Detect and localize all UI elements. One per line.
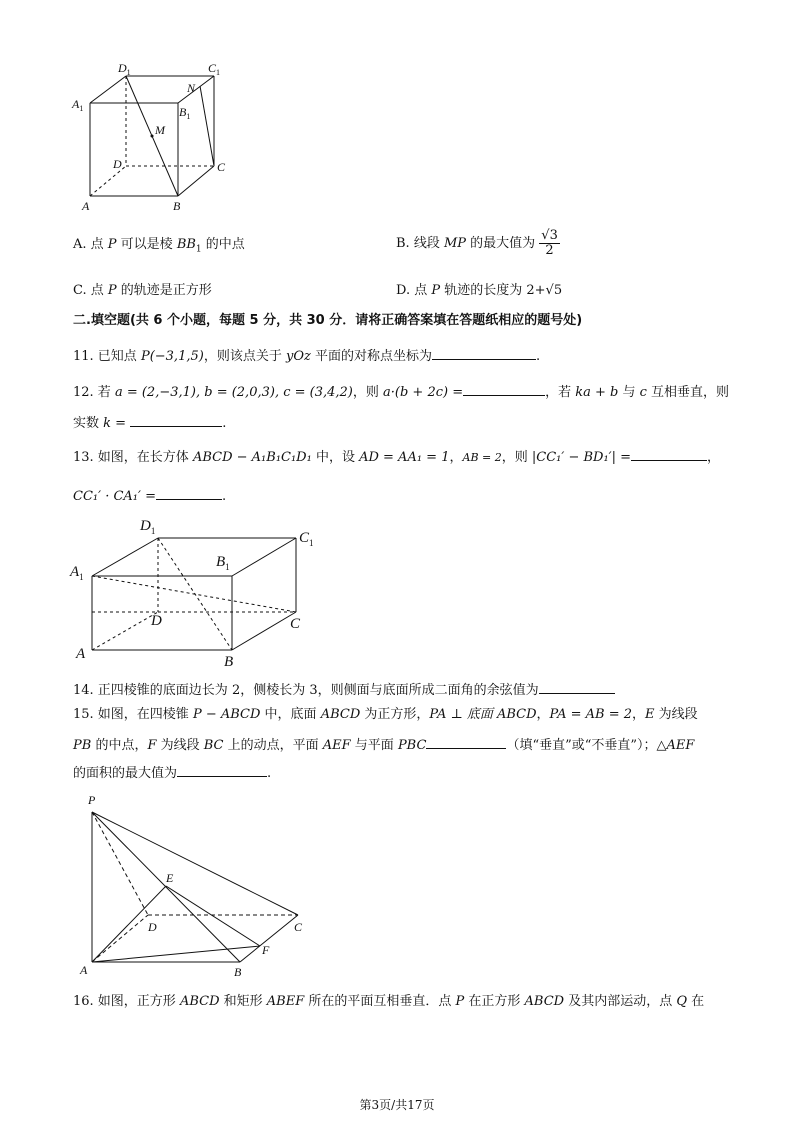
fig1-label-c: C: [217, 160, 226, 174]
pyramid-solid-edges: [92, 812, 298, 962]
question-16: 16. 如图，正方形 ABCD 和矩形 ABEF 所在的平面互相垂直．点 P 在正方形 ABCD 及其内部运动，点 Q 在: [73, 994, 705, 1009]
question-13-line2: CC₁′ · CA₁′ = .: [73, 485, 226, 506]
question-15-line3: 的面积的最大值为 .: [73, 762, 271, 783]
fig1-label-m: M: [155, 123, 165, 137]
fig1-label-d1: $D_1$: [118, 61, 131, 77]
cuboid-hidden-edges: [92, 538, 296, 650]
fig3-label-d: D: [148, 920, 157, 934]
question-15-line2: PB 的中点，F 为线段 BC 上的动点，平面 AEF 与平面 PBC （填“垂直”或“不垂直”）；△AEF: [73, 734, 694, 755]
page-number: 第3页/共17页: [359, 1098, 435, 1112]
fig2-label-d1: $D_1$: [140, 518, 156, 536]
option-c: C. 点 P 的轨迹是正方形: [73, 283, 212, 298]
question-15-line1: 15. 如图，在四棱锥 P − ABCD 中，底面 ABCD 为正方形，PA ⊥ 底面 ABCD，PA = AB = 2，E 为线段: [73, 707, 698, 722]
fig3-label-f: F: [262, 943, 270, 957]
figure-cube: [60, 58, 240, 218]
fig1-label-a1: $A_1$: [72, 97, 84, 113]
fig2-label-a: A: [76, 646, 86, 662]
fig1-label-c1: $C_1$: [208, 61, 221, 77]
fig3-label-b: B: [234, 965, 242, 979]
fig1-label-b: B: [173, 199, 181, 213]
fig2-label-a1: $A_1$: [70, 564, 84, 582]
fig3-label-a: A: [80, 963, 88, 977]
point-m: [151, 135, 154, 138]
section-heading: 二.填空题(共 6 个小题，每题 5 分，共 30 分．请将正确答案填在答题纸相应的题号处): [73, 313, 583, 328]
fig3-label-e: E: [166, 871, 174, 885]
fig1-label-n: N: [187, 81, 196, 95]
option-b: B. 线段 MP 的最大值为 $\frac{√3}{2}$: [396, 228, 558, 258]
figure-cuboid: [70, 514, 330, 674]
fig2-label-d: D: [151, 613, 162, 629]
figure-pyramid: [78, 790, 318, 982]
fig2-label-b1: $B_1$: [216, 554, 230, 572]
question-12-line2: 实数 k = .: [73, 412, 226, 433]
question-14: 14. 正四棱锥的底面边长为 2，侧棱长为 3，则侧面与底面所成二面角的余弦值为: [73, 679, 615, 700]
fig2-label-b: B: [224, 654, 234, 670]
question-11: 11. 已知点 P(−3,1,5)，则该点关于 yOz 平面的对称点坐标为 .: [73, 345, 540, 366]
fig1-label-d: D: [113, 157, 122, 171]
question-12-line1: 12. 若 a = (2,−3,1), b = (2,0,3), c = (3,4,2)，则 a·(b + 2c) = ，若 ka + b 与 c 互相垂直，则: [73, 381, 729, 402]
question-13-line1: 13. 如图，在长方体 ABCD − A₁B₁C₁D₁ 中，设 AD = AA₁ = 1，AB = 2，则 |CC₁′ − BD₁′| = ，: [73, 446, 720, 467]
fig1-label-b1: $B_1$: [179, 105, 191, 121]
fig1-label-a: A: [82, 199, 90, 213]
fig2-label-c1: $C_1$: [299, 530, 314, 548]
fig3-label-p: P: [88, 793, 96, 807]
fig2-label-c: C: [290, 616, 301, 632]
option-a: A. 点 P 可以是棱 $BB_1$ 的中点: [73, 237, 245, 255]
fig3-label-c: C: [294, 920, 303, 934]
option-d: D. 点 P 轨迹的长度为 2+√5: [396, 283, 563, 298]
